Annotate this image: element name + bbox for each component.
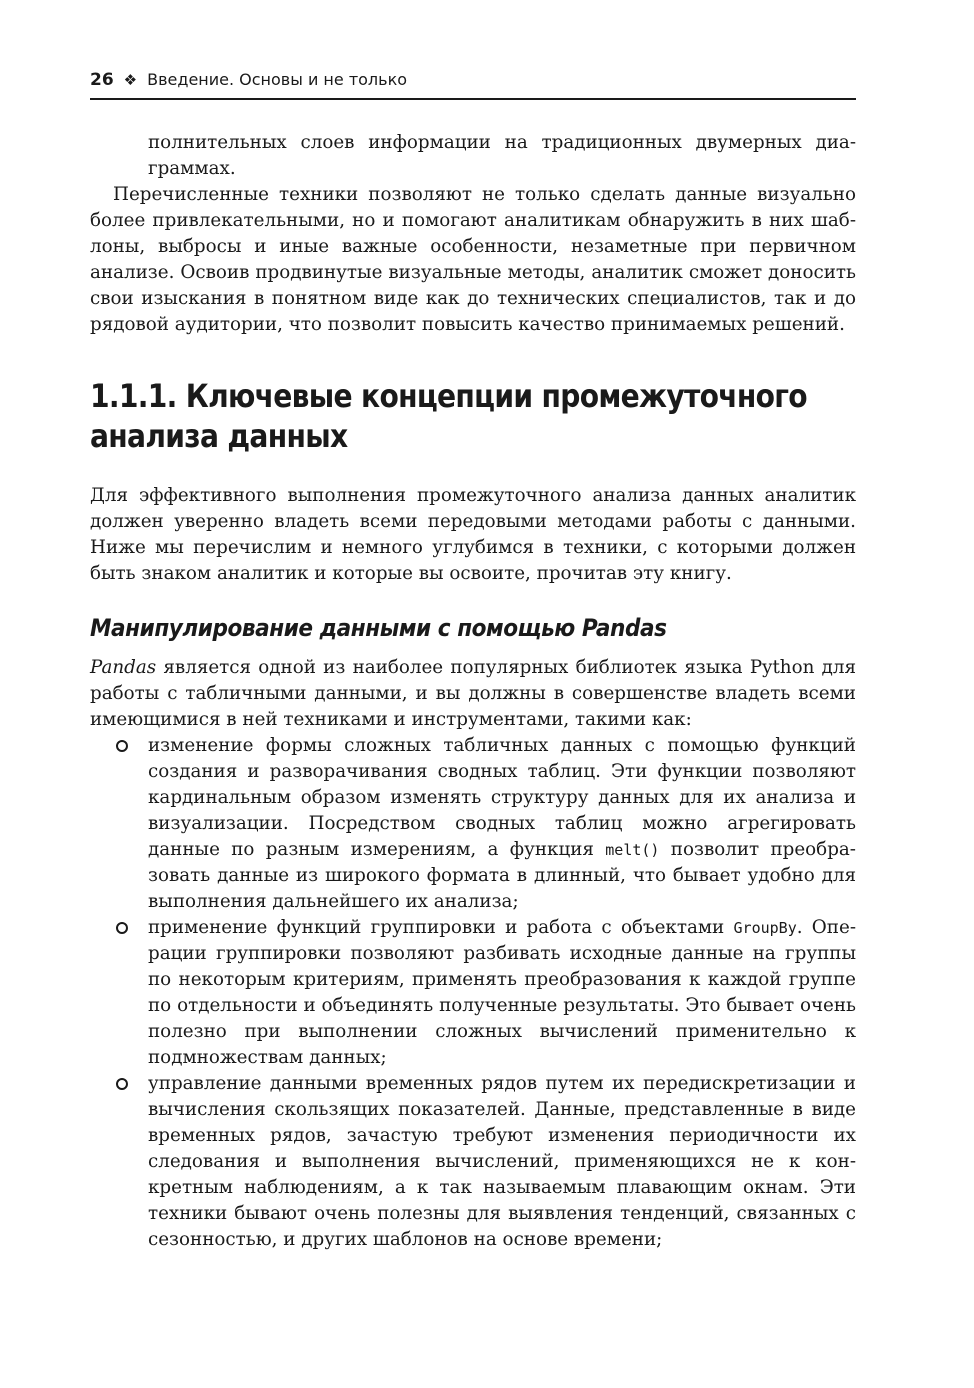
body-text (90, 483, 856, 587)
body-text (90, 655, 856, 1253)
inline-code: melt() (605, 841, 660, 859)
paragraph-rest: является одной из наиболее популярных библиотек языка Python для работы с табличными данными, и вы должны в совершенстве владеть всеми имеющимися в ней техниками и инструментами, такими как: (90, 657, 856, 730)
list-item-text: позволит преобразовать данные из широкого формата в длинный, что бывает удобно для выполнения дальнейшего их анализа; (148, 839, 856, 912)
list-item (90, 915, 856, 1071)
book-page (90, 70, 856, 1253)
inline-code: GroupBy (733, 919, 797, 937)
list-item-text: изменение формы сложных табличных данных с помощью функций создания и разворачивания сводных таблиц. Эти функции позволяют кардинальным образом изменять структуру данных для их анализа и визуализации. Посредством сводных таблиц можно агрегировать данные по разным измерениям, а функция (148, 735, 856, 860)
list-item-text: управление данными временных рядов путем их передискретизации и вычисления скользящих показателей. Данные, представленные в виде временных рядов, зачастую требуют изменения периодичности их следования и выполнения вычислений, применяющихся не к конкретным наблюдениям, а к так называемым плавающим окнам. Эти техники бывают очень полезны для выявления тенденций, связанных с сезонностью, и других шаблонов на основе времени; (148, 1073, 856, 1250)
continued-paragraph: полнительных слоев информации на традиционных двумерных диаграммах. (148, 132, 856, 179)
bullet-list (90, 733, 856, 1253)
pandas-term: Pandas (90, 657, 157, 678)
running-header (90, 70, 856, 100)
paragraph (90, 655, 856, 733)
list-item (90, 1071, 856, 1253)
paragraph: Перечисленные техники позволяют не только сделать данные визуально более привлекательными, но и помогают аналитикам обнаружить в них шаблоны, выбросы и иные важные особенности, незаметные при первичном анализе. Освоив продвинутые визуальные методы, аналитик сможет доносить свои изыскания в понятном виде как до технических специалистов, так и до рядовой аудитории, что позволит повысить качество принимаемых решений. (90, 184, 856, 335)
page-number: 26 (90, 70, 114, 90)
circle-bullet-icon (116, 922, 128, 934)
fleuron-icon: ❖ (123, 71, 138, 89)
paragraph: Для эффективного выполнения промежуточного анализа данных аналитик должен уверенно владеть всеми передовыми методами работы с данными. Ниже мы перечислим и немного углубимся в техники, с которыми должен быть знаком аналитик и которые вы освоите, прочитав эту книгу. (90, 485, 856, 584)
list-item-text: применение функций группировки и работа с объектами (148, 917, 734, 938)
section-heading: 1.1.1. Ключевые концепции промежуточного анализа данных (90, 377, 807, 455)
list-item (90, 733, 856, 915)
circle-bullet-icon (116, 1078, 128, 1090)
subsection-heading: Манипулирование данными с помощью Pandas (90, 614, 667, 642)
chapter-title: Введение. Основы и не только (147, 70, 408, 89)
list-item-text: . Операции группировки позволяют разбивать исходные данные на группы по некоторым критериям, применять преобразования к каждой группе по отдельности и объединять полученные результаты. Это бывает очень полезно при выполнении сложных вычислений применительно к подмножествам данных; (148, 917, 856, 1068)
circle-bullet-icon (116, 740, 128, 752)
body-text (90, 130, 856, 338)
